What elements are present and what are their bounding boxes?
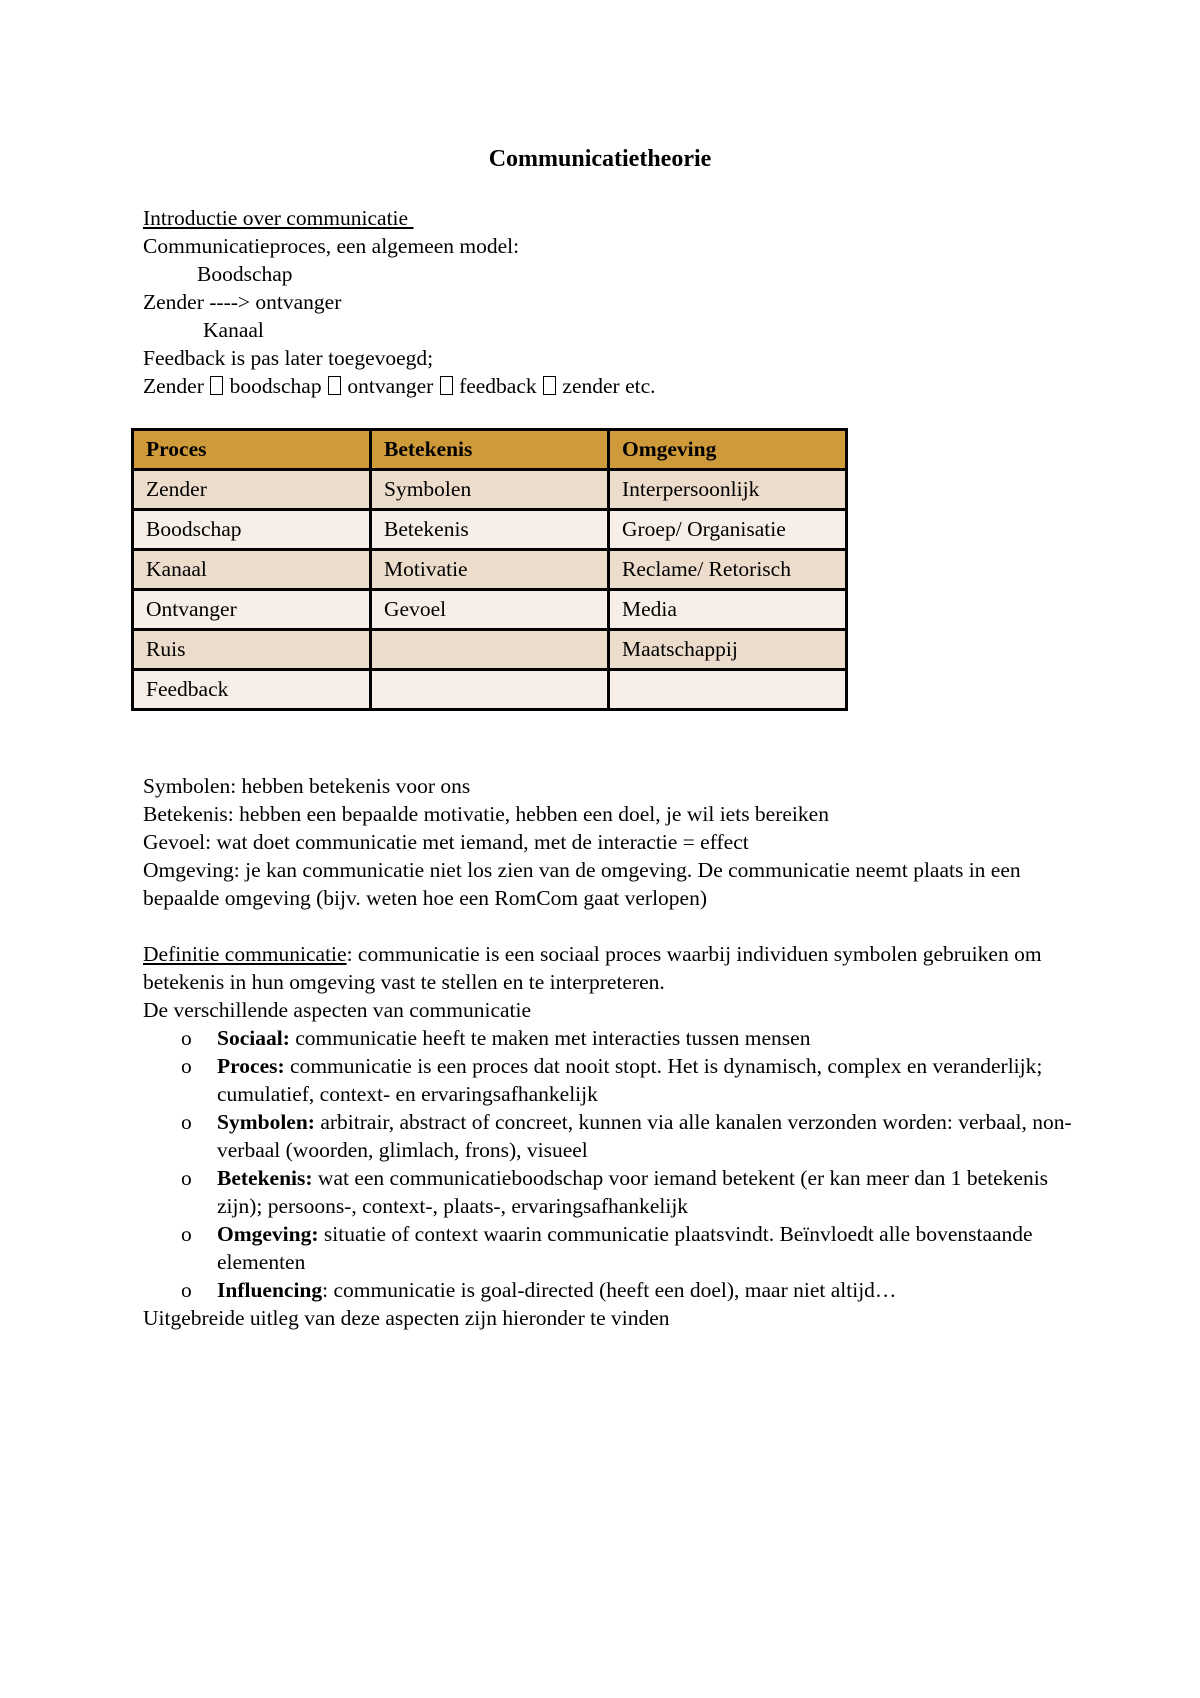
intro-section <box>143 204 656 400</box>
table-cell: Maatschappij <box>609 630 847 670</box>
table-row <box>133 670 847 710</box>
aspect-text: situatie of context waarin communicatie plaatsvindt. Beïnvloedt alle bovenstaande elementen <box>217 1222 1033 1274</box>
table-header-cell: Betekenis <box>371 430 609 470</box>
table-header-cell: Proces <box>133 430 371 470</box>
table-header-cell: Omgeving <box>609 430 847 470</box>
intro-heading: Introductie over communicatie <box>143 206 414 230</box>
aspects-intro: De verschillende aspecten van communicatie <box>143 998 532 1022</box>
definition-term: Definitie communicatie <box>143 942 347 966</box>
table-cell: Gevoel <box>371 590 609 630</box>
missing-glyph-icon <box>210 376 223 395</box>
chain-item: zender etc. <box>562 374 656 398</box>
list-item <box>143 1052 1083 1108</box>
list-item <box>143 1164 1083 1220</box>
aspect-text: communicatie heeft te maken met interacties tussen mensen <box>289 1026 811 1050</box>
chain-item: boodschap <box>229 374 322 398</box>
aspect-text: arbitrair, abstract of concreet, kunnen via alle kanalen verzonden worden: verbaal, non-verbaal (woorden, glimlach, frons), visueel <box>217 1110 1072 1162</box>
table-row <box>133 630 847 670</box>
table-row <box>133 510 847 550</box>
table-cell: Betekenis <box>371 510 609 550</box>
aspect-text: : communicatie is goal-directed (heeft een doel), maar niet altijd… <box>322 1278 897 1302</box>
table-cell <box>371 670 609 710</box>
aspect-label: Betekenis: <box>217 1166 313 1190</box>
definition-section <box>143 940 1083 1332</box>
missing-glyph-icon <box>328 376 341 395</box>
note-line: Omgeving: je kan communicatie niet los zien van de omgeving. De communicatie neemt plaats in een bepaalde omgeving (bijv. weten hoe een RomCom gaat verlopen) <box>143 858 1021 910</box>
intro-line: Communicatieproces, een algemeen model: <box>143 234 520 258</box>
list-item <box>143 1276 1083 1304</box>
table-cell: Media <box>609 590 847 630</box>
note-line: Symbolen: hebben betekenis voor ons <box>143 774 471 798</box>
table-row <box>133 590 847 630</box>
definition-text: : communicatie is een sociaal proces waarbij individuen symbolen gebruiken om betekenis in hun omgeving vast te stellen en te interpreteren. <box>143 942 1042 994</box>
bullet-circle-icon: o <box>181 1026 192 1050</box>
chain-item: feedback <box>459 374 537 398</box>
table-row <box>133 470 847 510</box>
table-cell: Groep/ Organisatie <box>609 510 847 550</box>
table-cell: Ruis <box>133 630 371 670</box>
chain-item: Zender <box>143 374 204 398</box>
intro-chain-line <box>143 372 656 400</box>
bullet-circle-icon: o <box>181 1054 192 1078</box>
list-item <box>143 1220 1083 1276</box>
table-cell: Feedback <box>133 670 371 710</box>
table-cell: Interpersoonlijk <box>609 470 847 510</box>
intro-line-zender: Zender ----> ontvanger <box>143 290 342 314</box>
bullet-circle-icon: o <box>181 1222 192 1246</box>
list-item <box>143 1024 1083 1052</box>
aspect-label: Sociaal: <box>217 1026 290 1050</box>
table-header-row <box>133 430 847 470</box>
table-row <box>133 550 847 590</box>
missing-glyph-icon <box>440 376 453 395</box>
table-cell: Zender <box>133 470 371 510</box>
table-cell <box>371 630 609 670</box>
bullet-circle-icon: o <box>181 1278 192 1302</box>
list-item <box>143 1108 1083 1164</box>
aspect-label: Symbolen: <box>217 1110 315 1134</box>
aspect-label: Omgeving: <box>217 1222 319 1246</box>
notes-section <box>143 772 1083 912</box>
aspect-text: communicatie is een proces dat nooit stopt. Het is dynamisch, complex en veranderlijk; cumulatief, context- en ervaringsafhankelijk <box>217 1054 1043 1106</box>
aspect-label: Influencing <box>217 1278 323 1302</box>
note-line: Betekenis: hebben een bepaalde motivatie, hebben een doel, je wil iets bereiken <box>143 802 829 826</box>
definition-paragraph <box>143 940 1083 996</box>
table-cell: Symbolen <box>371 470 609 510</box>
table-cell: Reclame/ Retorisch <box>609 550 847 590</box>
intro-line-boodschap: Boodschap <box>197 262 293 286</box>
table-cell <box>609 670 847 710</box>
table-cell: Ontvanger <box>133 590 371 630</box>
bullet-circle-icon: o <box>181 1166 192 1190</box>
communication-table <box>131 428 848 711</box>
note-line: Gevoel: wat doet communicatie met iemand, met de interactie = effect <box>143 830 749 854</box>
closing-line: Uitgebreide uitleg van deze aspecten zijn hieronder te vinden <box>143 1306 670 1330</box>
chain-item: ontvanger <box>347 374 434 398</box>
intro-line-feedback: Feedback is pas later toegevoegd; <box>143 346 434 370</box>
table-cell: Motivatie <box>371 550 609 590</box>
aspect-label: Proces: <box>217 1054 285 1078</box>
aspects-list <box>143 1024 1083 1304</box>
page-title: Communicatietheorie <box>488 146 712 172</box>
aspect-text: wat een communicatieboodschap voor iemand betekent (er kan meer dan 1 betekenis zijn); persoons-, context-, plaats-, ervaringsafhankelijk <box>217 1166 1049 1218</box>
missing-glyph-icon <box>543 376 556 395</box>
bullet-circle-icon: o <box>181 1110 192 1134</box>
table-cell: Kanaal <box>133 550 371 590</box>
table-cell: Boodschap <box>133 510 371 550</box>
intro-line-kanaal: Kanaal <box>203 318 264 342</box>
